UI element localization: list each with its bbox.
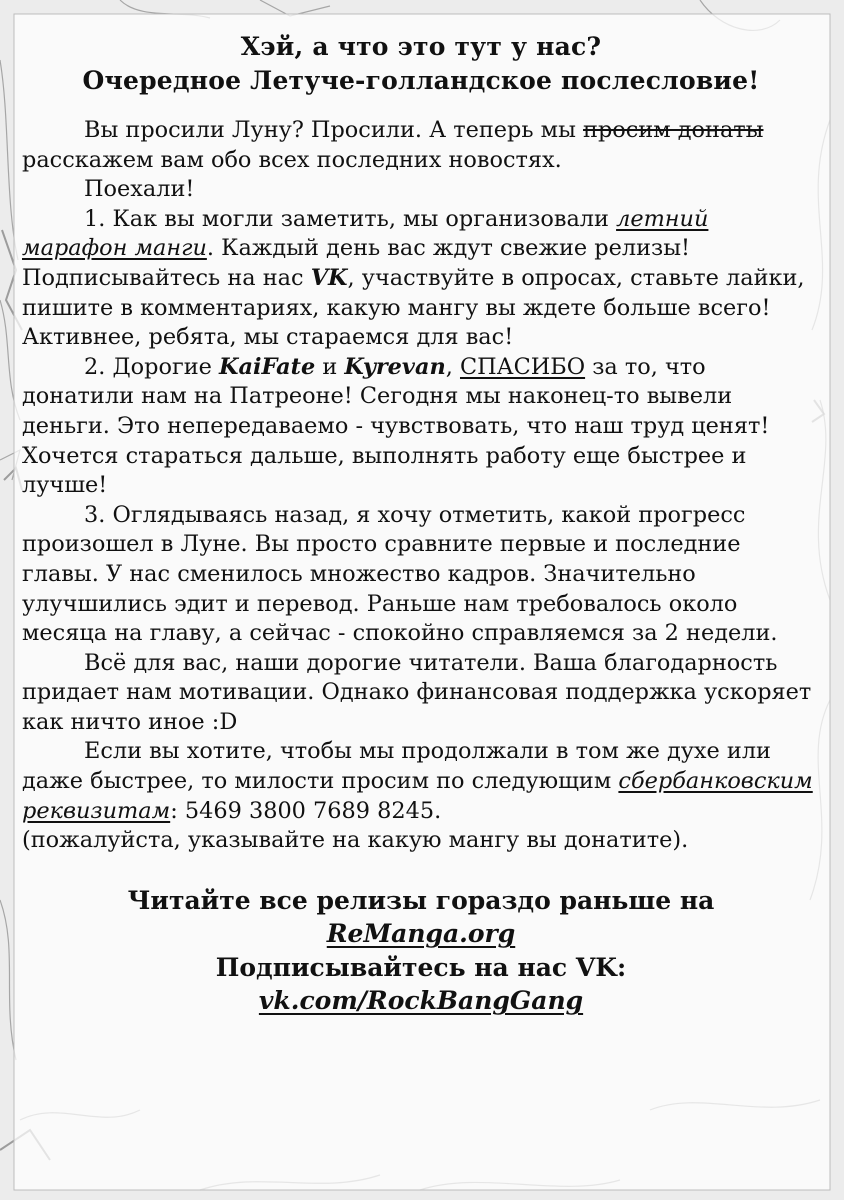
title-line-1: Хэй, а что это тут у нас? xyxy=(240,32,602,61)
afterword-title xyxy=(22,30,820,98)
paragraph-5-note: (пожалуйста, указывайте на какую мангу вы донатите). xyxy=(22,827,689,854)
intro-paragraph xyxy=(22,116,820,175)
item-2-text: 2. Дорогие xyxy=(84,353,219,380)
donor-name-1: KaiFate xyxy=(219,353,316,380)
item-2-and: и xyxy=(315,353,345,380)
item-3-paragraph: 3. Оглядываясь назад, я хочу отметить, какой прогресс произошел в Луне. Вы просто сравните первые и последние главы. У нас сменилось множество кадров. Значительно улучшились эдит и перевод. Раньше нам требовалось около месяца на главу, а сейчас - спокойно справляемся за 2 недели. xyxy=(22,501,778,647)
item-2-text-end: за то, что донатили нам на Патреоне! Сегодня мы наконец-то вывели деньги. Это непередаваемо - чувствовать, что наш труд ценят! Хочется стараться дальше, выполнять работу еще быстрее и лучше! xyxy=(22,353,770,499)
afterword-footer xyxy=(22,884,820,1018)
paragraph-5-text: Если вы хотите, чтобы мы продолжали в том же духе или даже быстрее, то милости просим по следующим xyxy=(22,738,771,795)
go-paragraph: Поехали! xyxy=(84,176,195,203)
vk-name: VK xyxy=(310,264,348,291)
thanks-text: СПАСИБО xyxy=(459,353,586,380)
paragraph-5 xyxy=(22,737,820,826)
item-2-comma: , xyxy=(445,353,460,380)
afterword-body xyxy=(22,116,820,856)
intro-text: Вы просили Луну? Просили. А теперь мы xyxy=(84,117,576,143)
item-2-paragraph xyxy=(22,353,820,501)
intro-text-end: расскажем вам обо всех последних новостях. xyxy=(22,146,562,173)
donor-name-2: Kyrevan xyxy=(344,353,446,380)
remanga-link[interactable]: ReManga.org xyxy=(326,919,516,949)
strikethrough-text: просим донаты xyxy=(583,117,764,143)
item-1-text-mid: . Каждый день вас ждут свежие релизы! Подписывайтесь на нас xyxy=(22,235,691,291)
sberbank-details-link[interactable]: сбербанковским реквизитам xyxy=(22,768,813,824)
card-number: : 5469 3800 7689 8245. xyxy=(170,797,442,824)
item-1-paragraph xyxy=(22,205,820,353)
item-1-text-end: , участвуйте в опросах, ставьте лайки, пишите в комментариях, какую мангу вы ждете больше всего! Активнее, ребята, мы стараемся для вас! xyxy=(22,264,805,351)
footer-line-2: Подписывайтесь на нас VK: xyxy=(215,952,627,982)
afterword-panel xyxy=(22,22,820,1182)
footer-line-1: Читайте все релизы гораздо раньше на xyxy=(127,885,715,915)
vk-group-link[interactable]: vk.com/RockBangGang xyxy=(258,986,584,1016)
title-line-2: Очередное Летуче-голландское послесловие! xyxy=(82,66,760,95)
paragraph-4: Всё для вас, наши дорогие читатели. Ваша благодарность придает нам мотивации. Однако финансовая поддержка ускоряет как ничто иное :D xyxy=(22,649,812,735)
item-1-text: 1. Как вы могли заметить, мы организовали xyxy=(84,205,617,232)
summer-marathon-link[interactable]: летний марафон манги xyxy=(22,205,709,262)
